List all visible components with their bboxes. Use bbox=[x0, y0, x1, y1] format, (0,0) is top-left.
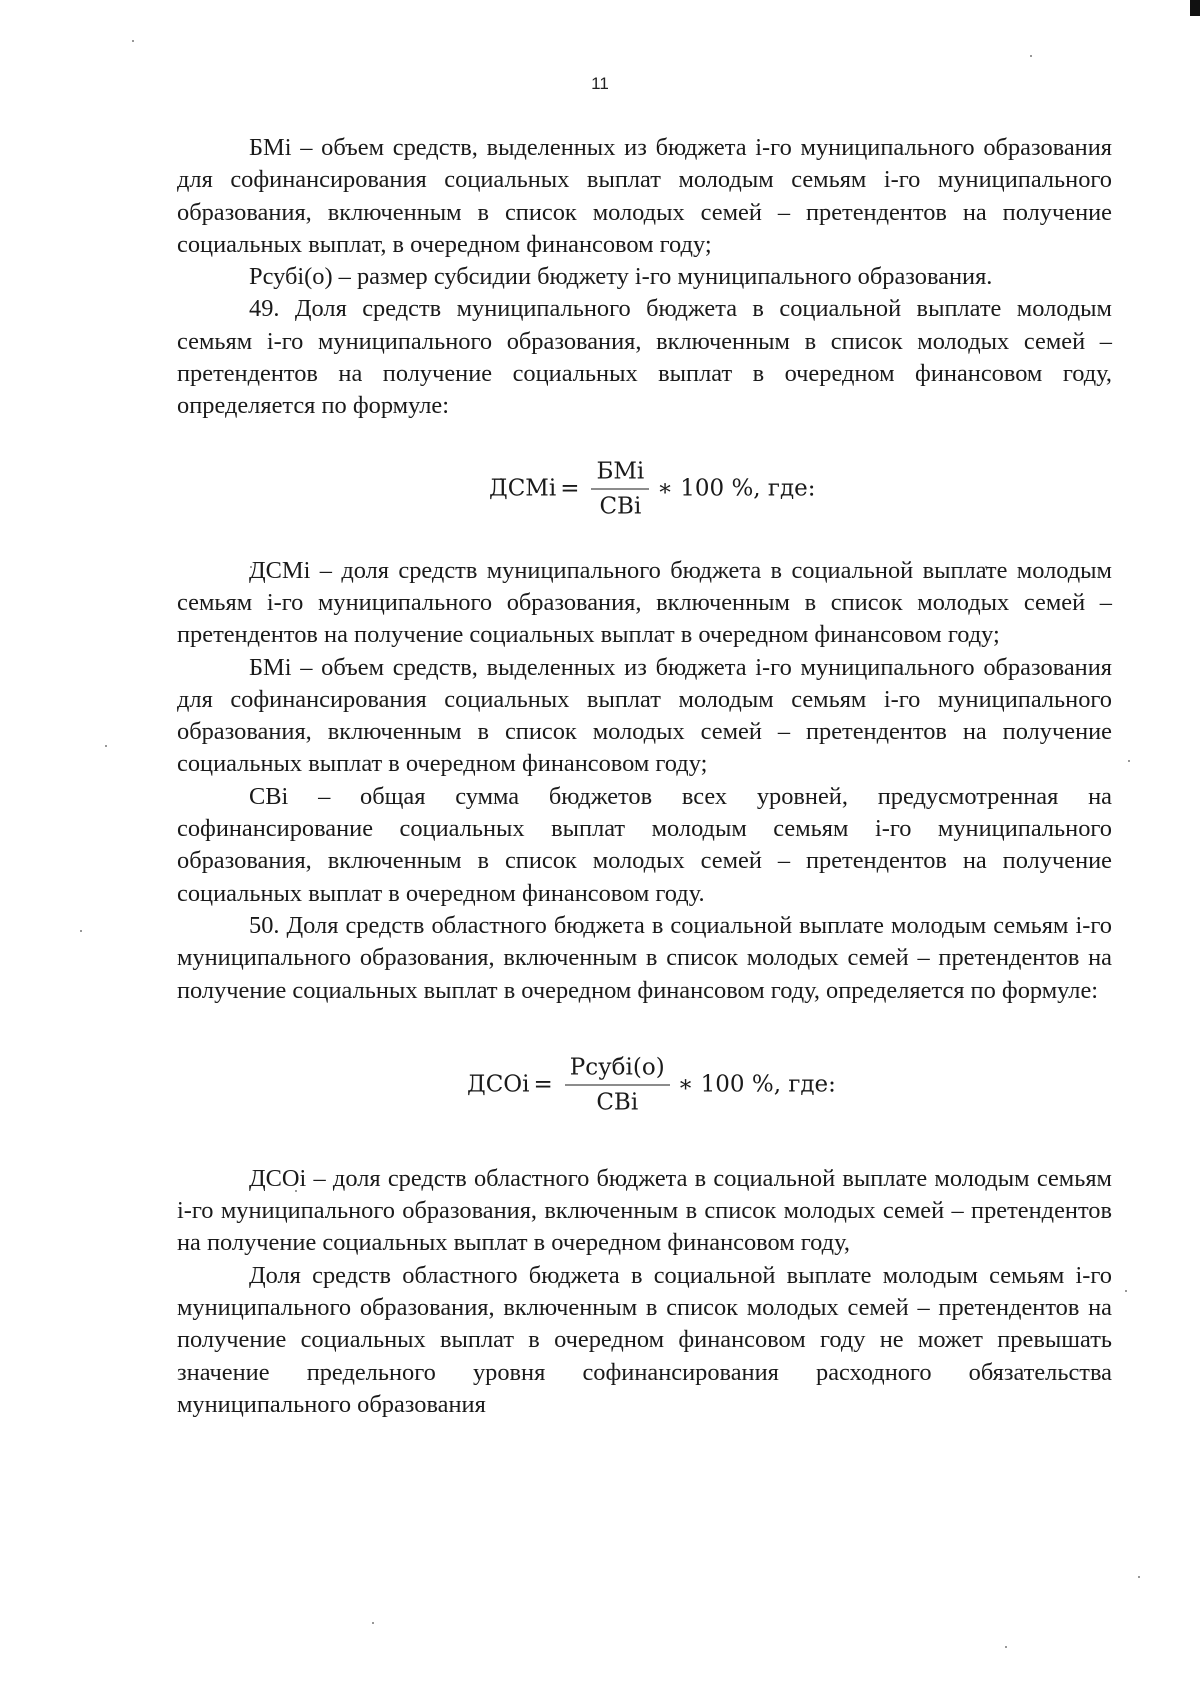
formula-lhs: ДСМі bbox=[489, 475, 557, 502]
paragraph: 50. Доля средств областного бюджета в социальной выплате молодым семьям і-го муниципального образования, включенным в список молодых семей – претендентов на получение социальных выплат в очередном финансовом году, определяется по формуле: bbox=[177, 911, 1112, 1004]
paragraph: БМі – объем средств, выделенных из бюджета і-го муниципального образования для софинансирования социальных выплат молодым семьям і-го муниципального образования, включенным в список молодых семей – претендентов на получение социальных выплат в очередном финансовом году; bbox=[177, 653, 1112, 778]
scan-speck bbox=[105, 745, 107, 747]
formula-tail: ∗ 100 %, где: bbox=[657, 475, 816, 502]
scan-speck bbox=[1138, 1576, 1140, 1578]
page-number: 11 bbox=[591, 74, 609, 93]
formula-tail: ∗ 100 %, где: bbox=[677, 1071, 836, 1098]
formula-fraction bbox=[591, 457, 649, 520]
formula-dsmi bbox=[177, 423, 1112, 555]
scan-speck bbox=[1128, 760, 1130, 762]
formula-equals: = bbox=[533, 1071, 553, 1098]
scan-speck bbox=[1030, 55, 1032, 57]
formula-denominator: СВі bbox=[596, 1089, 639, 1116]
paragraph: ДСОі – доля средств областного бюджета в социальной выплате молодым семьям і-го муниципального образования, включенным в список молодых семей – претендентов на получение социальных выплат в очередном финансовом году, bbox=[177, 1164, 1112, 1257]
formula-lhs: ДСОі bbox=[467, 1071, 530, 1098]
paragraph: Рсубі(о) – размер субсидии бюджету і-го муниципального образования. bbox=[249, 263, 993, 291]
formula-denominator: СВі bbox=[599, 493, 642, 520]
scan-speck bbox=[1005, 1646, 1007, 1648]
document-body bbox=[177, 132, 1112, 1421]
paragraph: 49. Доля средств муниципального бюджета в социальной выплате молодым семьям і-го муниципального образования, включенным в список молодых семей – претендентов на получение социальных выплат в очередном финансовом году, определяется по формуле: bbox=[177, 295, 1112, 420]
paragraph: Доля средств областного бюджета в социальной выплате молодым семьям і-го муниципального образования, включенным в список молодых семей – претендентов на получение социальных выплат в очередном финансовом году не может превышать значение предельного уровня софинансирования расходного обязательства муниципального образования bbox=[177, 1261, 1112, 1418]
paragraph: СВі – общая сумма бюджетов всех уровней, предусмотренная на софинансирование социальных выплат молодым семьям і-го муниципального образования, включенным в список молодых семей – претендентов на получение социальных выплат в очередном финансовом году. bbox=[177, 782, 1112, 907]
scan-speck bbox=[132, 40, 134, 42]
scan-speck bbox=[372, 1622, 374, 1624]
scan-corner-mark bbox=[1190, 0, 1200, 16]
paragraph: БМі – объем средств, выделенных из бюджета і-го муниципального образования для софинансирования социальных выплат молодым семьям і-го муниципального образования, включенным в список молодых семей – претендентов на получение социальных выплат, в очередном финансовом году; bbox=[177, 134, 1112, 258]
formula-numerator: Рсубі(о) bbox=[565, 1053, 670, 1085]
formula-equals: = bbox=[560, 475, 580, 502]
paragraph: ДСМі – доля средств муниципального бюджета в социальной выплате молодым семьям і-го муниципального образования, включенным в список молодых семей – претендентов на получение социальных выплат в очередном финансовом году; bbox=[177, 556, 1112, 649]
formula-numerator: БМі bbox=[591, 457, 649, 489]
formula-dsoi bbox=[177, 1007, 1112, 1163]
scan-speck bbox=[1125, 1290, 1127, 1292]
scan-speck bbox=[80, 930, 82, 932]
formula-fraction bbox=[565, 1053, 670, 1116]
